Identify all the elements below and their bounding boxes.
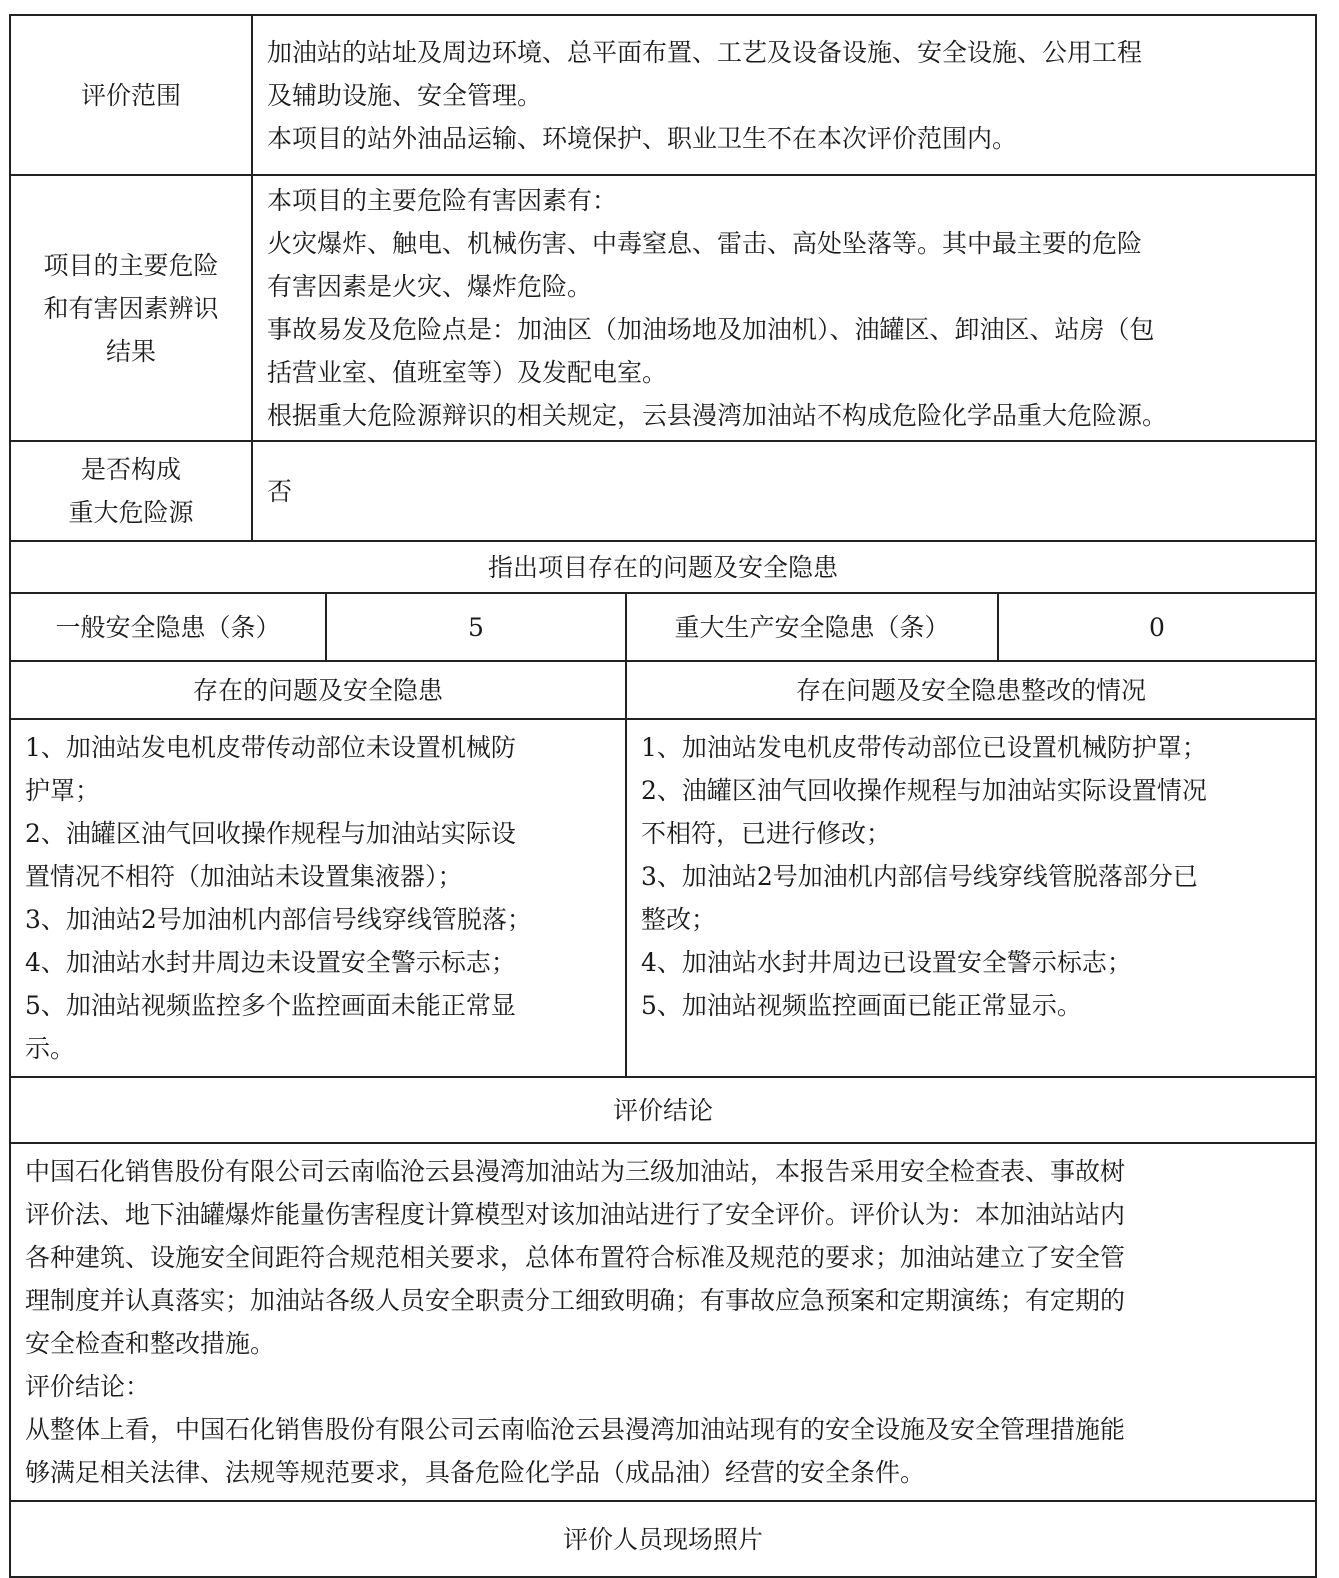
- hazards-line: 本项目的主要危险有害因素有：: [267, 186, 618, 215]
- issue-line: 3、加油站2号加油机内部信号线穿线管脱落；: [25, 905, 532, 934]
- issues-left-header: 存在的问题及安全隐患: [10, 661, 626, 719]
- hazards-line: 根据重大危险源辩识的相关规定，云县漫湾加油站不构成危险化学品重大危险源。: [267, 401, 1168, 430]
- conclusion-content: [10, 1143, 1316, 1501]
- fix-line: 1、加油站发电机皮带传动部位已设置机械防护罩；: [641, 733, 1207, 762]
- hazards-line: 有害因素是火灾、爆炸危险。: [267, 272, 593, 301]
- issues-left-list: [10, 719, 626, 1077]
- conclusion-line: 安全检查和整改措施。: [25, 1329, 276, 1358]
- general-hazard-count-value: 5: [326, 593, 626, 661]
- scope-row: [10, 15, 1316, 175]
- scope-content: [252, 15, 1316, 175]
- general-hazard-count-label: 一般安全隐患（条）: [10, 593, 326, 661]
- issue-line: 2、油罐区油气回收操作规程与加油站实际设: [25, 819, 516, 848]
- major-hazard-count-label: 重大生产安全隐患（条）: [626, 593, 998, 661]
- issue-line: 护罩；: [25, 776, 101, 805]
- conclusion-header: 评价结论: [10, 1077, 1316, 1143]
- issues-right-header: 存在问题及安全隐患整改的情况: [626, 661, 1316, 719]
- issue-line: 示。: [25, 1034, 76, 1063]
- fix-line: 整改；: [641, 905, 717, 934]
- hazards-row: [10, 175, 1316, 441]
- counts-row: [10, 593, 1316, 661]
- major-hazard-label: 是否构成 重大危险源: [10, 441, 252, 541]
- hazards-label: 项目的主要危险 和有害因素辨识 结果: [10, 175, 252, 441]
- hazards-content: [252, 175, 1316, 441]
- conclusion-line: 评价结论：: [25, 1372, 151, 1401]
- conclusion-content-row: [10, 1143, 1316, 1501]
- scope-line: 本项目的站外油品运输、环境保护、职业卫生不在本次评价范围内。: [267, 123, 1018, 153]
- hazards-line: 括营业室、值班室等）及发配电室。: [267, 358, 668, 387]
- evaluation-summary-table: [9, 14, 1317, 1578]
- issue-line: 1、加油站发电机皮带传动部位未设置机械防: [25, 733, 516, 762]
- scope-label: 评价范围: [10, 15, 252, 175]
- issues-right-list: [626, 719, 1316, 1077]
- issue-line: 5、加油站视频监控多个监控画面未能正常显: [25, 991, 516, 1020]
- conclusion-line: 评价法、地下油罐爆炸能量伤害程度计算模型对该加油站进行了安全评价。评价认为：本加油站站内: [25, 1200, 1126, 1229]
- conclusion-line: 够满足相关法律、法规等规范要求，具备危险化学品（成品油）经营的安全条件。: [25, 1458, 926, 1487]
- fix-line: 4、加油站水封井周边已设置安全警示标志；: [641, 948, 1132, 977]
- fix-line: 2、油罐区油气回收操作规程与加油站实际设置情况: [641, 776, 1207, 805]
- issues-section-header: 指出项目存在的问题及安全隐患: [10, 541, 1316, 593]
- fix-line: 5、加油站视频监控画面已能正常显示。: [641, 991, 1082, 1020]
- conclusion-line: 从整体上看，中国石化销售股份有限公司云南临沧云县漫湾加油站现有的安全设施及安全管理措施能: [25, 1415, 1126, 1444]
- issues-columns-header-row: [10, 661, 1316, 719]
- conclusion-header-row: [10, 1077, 1316, 1143]
- issue-line: 4、加油站水封井周边未设置安全警示标志；: [25, 948, 516, 977]
- fix-line: 3、加油站2号加油机内部信号线穿线管脱落部分已: [641, 862, 1198, 891]
- fix-line: 不相符，已进行修改；: [641, 819, 892, 848]
- major-hazard-count-value: 0: [998, 593, 1316, 661]
- conclusion-line: 理制度并认真落实；加油站各级人员安全职责分工细致明确；有事故应急预案和定期演练；有定期的: [25, 1286, 1126, 1315]
- major-hazard-value: 否: [252, 441, 1316, 541]
- issues-header-row: [10, 541, 1316, 593]
- scope-line: 加油站的站址及周边环境、总平面布置、工艺及设备设施、安全设施、公用工程: [267, 37, 1143, 67]
- conclusion-line: 中国石化销售股份有限公司云南临沧云县漫湾加油站为三级加油站，本报告采用安全检查表、事故树: [25, 1157, 1126, 1186]
- photos-header-row: [10, 1501, 1316, 1577]
- conclusion-line: 各种建筑、设施安全间距符合规范相关要求，总体布置符合标准及规范的要求；加油站建立了安全管: [25, 1243, 1126, 1272]
- issues-content-row: [10, 719, 1316, 1077]
- major-hazard-row: [10, 441, 1316, 541]
- issue-line: 置情况不相符（加油站未设置集液器）；: [25, 862, 463, 891]
- photos-header: 评价人员现场照片: [10, 1501, 1316, 1577]
- hazards-line: 事故易发及危险点是：加油区（加油场地及加油机）、油罐区、卸油区、站房（包: [267, 315, 1155, 344]
- hazards-line: 火灾爆炸、触电、机械伤害、中毒窒息、雷击、高处坠落等。其中最主要的危险: [267, 229, 1143, 258]
- scope-line: 及辅助设施、安全管理。: [267, 80, 543, 110]
